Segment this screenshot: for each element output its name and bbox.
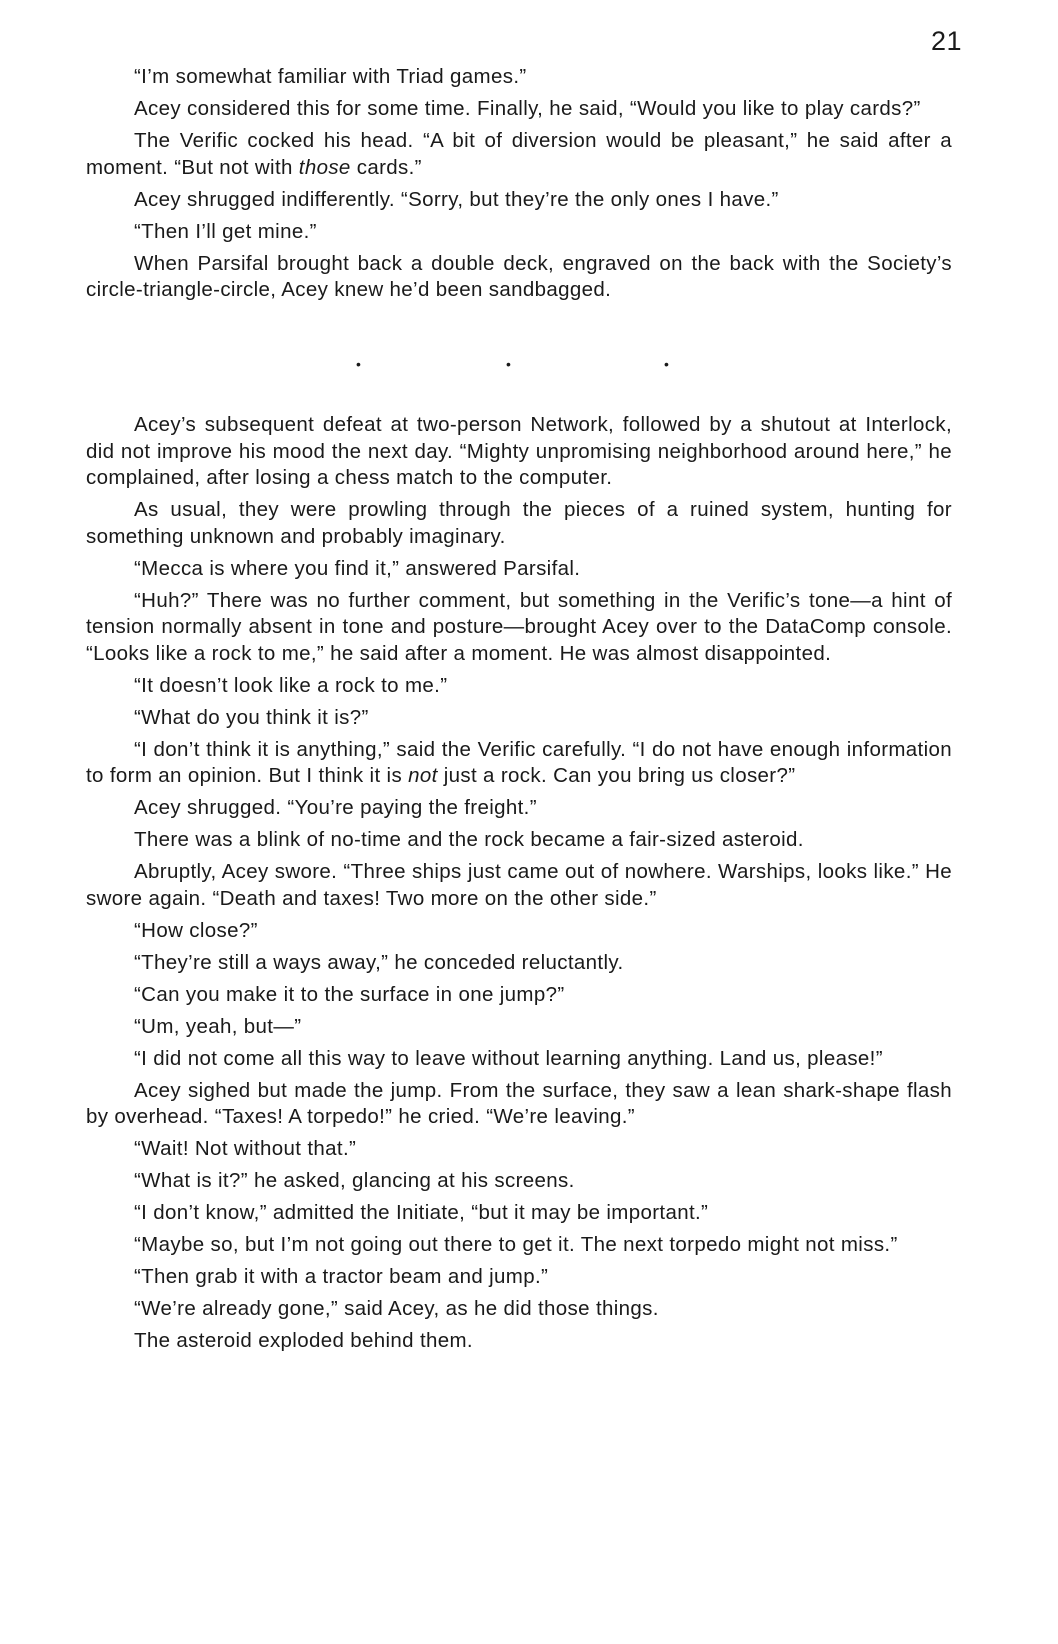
text-section-1 <box>86 64 952 309</box>
paragraph-text: just a rock. Can you bring us closer?” <box>437 764 796 787</box>
page-number: 21 <box>930 26 962 56</box>
paragraph: The asteroid exploded behind them. <box>134 1329 473 1352</box>
paragraph: Acey sighed but made the jump. From the surface, they saw a lean shark-shape flash by overhead. “Taxes! A torpedo!” he cried. “We’re leaving.” <box>86 1078 952 1128</box>
paragraph: Acey shrugged indifferently. “Sorry, but they’re the only ones I have.” <box>134 187 779 211</box>
paragraph: “They’re still a ways away,” he conceded reluctantly. <box>134 950 624 974</box>
paragraph: As usual, they were prowling through the pieces of a ruined system, hunting for something unknown and probably imaginary. <box>86 498 952 548</box>
emphasis-text: not <box>408 764 438 787</box>
paragraph: “Then grab it with a tractor beam and jump.” <box>134 1265 549 1288</box>
paragraph: “Wait! Not without that.” <box>134 1137 357 1160</box>
paragraph: “I’m somewhat familiar with Triad games.” <box>134 65 527 88</box>
scene-break-dot: • <box>664 356 669 372</box>
paragraph: “Can you make it to the surface in one jump?” <box>134 982 565 1006</box>
paragraph: There was a blink of no-time and the rock became a fair-sized asteroid. <box>134 828 804 851</box>
paragraph-text: The Verific cocked his head. “A bit of diversion would be pleasant,” he said after a moment. “But not with <box>86 129 952 179</box>
paragraph: “Then I’ll get mine.” <box>134 219 317 243</box>
paragraph: “What is it?” he asked, glancing at his screens. <box>134 1169 575 1192</box>
paragraph: “Um, yeah, but—” <box>134 1014 302 1038</box>
scene-break-dot: • <box>506 356 511 372</box>
paragraph <box>86 737 952 790</box>
paragraph: “I did not come all this way to leave without learning anything. Land us, please!” <box>134 1046 883 1070</box>
paragraph: “I don’t know,” admitted the Initiate, “but it may be important.” <box>134 1201 709 1224</box>
paragraph: “What do you think it is?” <box>134 705 369 729</box>
paragraph: “We’re already gone,” said Acey, as he did those things. <box>134 1297 659 1320</box>
text-section-2 <box>86 412 952 1360</box>
paragraph: Acey shrugged. “You’re paying the freight.” <box>134 796 537 819</box>
paragraph: Acey considered this for some time. Finally, he said, “Would you like to play cards?” <box>134 97 921 120</box>
paragraph: “It doesn’t look like a rock to me.” <box>134 673 448 697</box>
paragraph: “How close?” <box>134 918 258 942</box>
scene-break <box>0 348 1058 378</box>
scene-break-dot: • <box>356 356 361 372</box>
paragraph-text: cards.” <box>350 155 422 179</box>
paragraph: Abruptly, Acey swore. “Three ships just came out of nowhere. Warships, looks like.” He swore again. “Death and taxes! Two more on the other side.” <box>86 860 952 910</box>
emphasis-text: those <box>298 155 351 179</box>
paragraph: Acey’s subsequent defeat at two-person Network, followed by a shutout at Interlock, did not improve his mood the next day. “Mighty unpromising neighborhood around here,” he complained, after losing a chess match to the computer. <box>86 413 952 489</box>
paragraph: “Huh?” There was no further comment, but something in the Verific’s tone—a hint of tension normally absent in tone and posture—brought Acey over to the DataComp console. “Looks like a rock to me,” he said after a moment. He was almost disappointed. <box>86 588 952 665</box>
paragraph: “Mecca is where you find it,” answered Parsifal. <box>134 556 581 580</box>
paragraph: When Parsifal brought back a double deck, engraved on the back with the Society’s circle-triangle-circle, Acey knew he’d been sandbagged. <box>86 251 952 301</box>
paragraph <box>86 128 952 181</box>
paragraph: “Maybe so, but I’m not going out there to get it. The next torpedo might not miss.” <box>134 1233 898 1256</box>
paragraph-text: “I don’t think it is anything,” said the Verific carefully. “I do not have enough information to form an opinion. But I think it is <box>86 737 952 787</box>
